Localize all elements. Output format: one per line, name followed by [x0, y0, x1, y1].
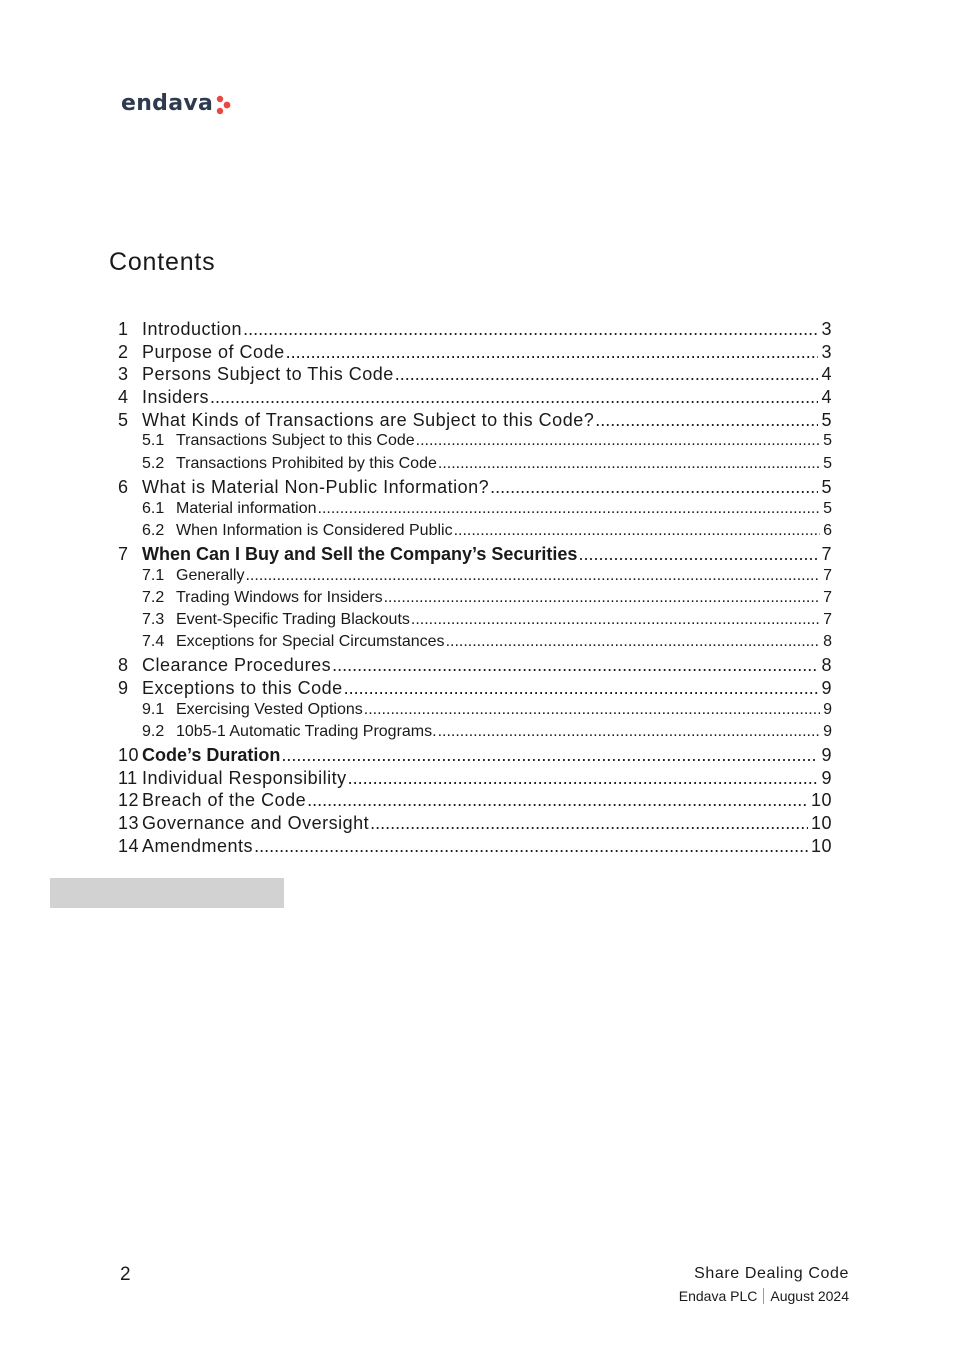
toc-entry-title: Exceptions for Special Circumstances — [176, 633, 445, 651]
toc-entry-title: 10b5-1 Automatic Trading Programs. — [176, 722, 437, 740]
toc-dot-leader — [395, 364, 819, 385]
toc-dot-leader — [344, 678, 819, 699]
table-of-contents — [118, 319, 832, 859]
toc-entry[interactable] — [118, 387, 832, 410]
toc-entry-number: 7.4 — [142, 633, 165, 651]
toc-entry[interactable] — [118, 768, 832, 791]
toc-entry-title: What Kinds of Transactions are Subject to this Code? — [142, 409, 595, 430]
toc-entry-page: 9 — [823, 722, 832, 740]
toc-entry[interactable] — [118, 701, 832, 723]
toc-entry-number: 13 — [118, 813, 140, 834]
toc-entry-page: 5 — [823, 499, 832, 517]
toc-dot-leader — [411, 611, 820, 629]
toc-entry-title: Introduction — [142, 319, 243, 339]
toc-entry-number: 3 — [118, 364, 129, 385]
toc-entry[interactable] — [118, 364, 832, 387]
toc-entry-title: Material information — [176, 499, 317, 517]
toc-entry-page: 7 — [823, 566, 832, 584]
toc-entry[interactable] — [118, 500, 832, 522]
toc-entry[interactable] — [118, 790, 832, 813]
toc-entry-title: Insiders — [142, 387, 210, 408]
toc-dot-leader — [490, 477, 818, 498]
toc-entry-page: 7 — [823, 588, 832, 606]
toc-entry-title: Transactions Prohibited by this Code — [176, 454, 437, 472]
toc-entry[interactable] — [118, 611, 832, 633]
footer-date: August 2024 — [770, 1288, 849, 1304]
toc-entry-number: 6.2 — [142, 521, 165, 539]
toc-entry-title: Governance and Oversight — [142, 813, 370, 834]
toc-entry[interactable] — [118, 745, 832, 768]
toc-dot-leader — [286, 342, 819, 363]
toc-entry-page: 5 — [823, 432, 832, 450]
toc-entry-page: 5 — [823, 454, 832, 472]
toc-dot-leader — [245, 567, 820, 585]
toc-entry-title: Code’s Duration — [142, 745, 281, 766]
toc-entry-page: 9 — [821, 745, 832, 766]
toc-entry-title: Exercising Vested Options — [176, 700, 363, 718]
toc-entry-title: When Can I Buy and Sell the Company’s Securities — [142, 543, 578, 564]
toc-entry[interactable] — [118, 589, 832, 611]
toc-dot-leader — [454, 522, 821, 540]
toc-entry-number: 5.2 — [142, 454, 165, 472]
toc-entry[interactable] — [118, 522, 832, 544]
toc-entry-number: 4 — [118, 387, 129, 408]
page-footer — [679, 1264, 849, 1307]
toc-entry-page: 4 — [821, 364, 832, 385]
toc-entry-number: 7.1 — [142, 566, 165, 584]
toc-entry-page: 3 — [821, 319, 832, 339]
toc-entry-title: Breach of the Code — [142, 790, 307, 811]
toc-entry-number: 6 — [118, 476, 129, 497]
toc-entry-number: 7 — [118, 543, 129, 564]
toc-entry-number: 1 — [118, 319, 129, 339]
toc-entry-title: Generally — [176, 566, 245, 584]
toc-entry-page: 3 — [821, 341, 832, 362]
toc-entry-number: 7.2 — [142, 588, 165, 606]
toc-dot-leader — [210, 387, 818, 408]
toc-dot-leader — [364, 701, 820, 719]
toc-entry[interactable] — [118, 813, 832, 836]
toc-entry[interactable] — [118, 342, 832, 365]
toc-dot-leader — [438, 723, 821, 741]
toc-entry-page: 10 — [810, 835, 832, 856]
toc-entry[interactable] — [118, 319, 832, 342]
toc-entry-number: 12 — [118, 790, 140, 811]
toc-entry-number: 10 — [118, 745, 140, 766]
toc-dot-leader — [595, 410, 818, 431]
logo-wordmark: endava — [121, 91, 214, 116]
toc-entry-number: 14 — [118, 835, 140, 856]
toc-dot-leader — [384, 589, 821, 607]
toc-entry-number: 11 — [118, 767, 138, 788]
contents-heading: Contents — [109, 248, 216, 276]
toc-entry[interactable] — [118, 544, 832, 567]
toc-entry-title: Clearance Procedures — [142, 655, 332, 676]
toc-dot-leader — [332, 655, 818, 676]
toc-entry-page: 6 — [823, 521, 832, 539]
toc-entry[interactable] — [118, 410, 832, 433]
toc-entry[interactable] — [118, 477, 832, 500]
toc-entry-title: Exceptions to this Code — [142, 678, 343, 698]
toc-dot-leader — [348, 768, 819, 789]
footer-separator — [763, 1288, 764, 1304]
toc-entry-page: 10 — [810, 813, 832, 834]
toc-dot-leader — [318, 500, 821, 518]
toc-entry[interactable] — [118, 836, 832, 859]
endava-logo — [121, 90, 233, 118]
toc-entry-page: 5 — [821, 409, 832, 430]
toc-entry-page: 4 — [821, 387, 832, 408]
toc-entry-page: 7 — [823, 610, 832, 628]
toc-entry-page: 9 — [823, 700, 832, 718]
toc-entry-title: Purpose of Code — [142, 341, 285, 362]
toc-entry-number: 9.2 — [142, 722, 165, 740]
toc-entry-title: What is Material Non-Public Information? — [142, 476, 490, 497]
toc-entry-title: Persons Subject to This Code — [142, 364, 394, 385]
toc-dot-leader — [370, 813, 808, 834]
toc-entry-title: Event-Specific Trading Blackouts — [176, 610, 410, 628]
toc-dot-leader — [416, 432, 820, 450]
toc-entry-number: 6.1 — [142, 499, 165, 517]
toc-entry-number: 5.1 — [142, 432, 165, 450]
toc-entry-page: 7 — [821, 543, 832, 564]
toc-entry-page: 10 — [810, 790, 832, 811]
toc-entry[interactable] — [118, 567, 832, 589]
toc-entry[interactable] — [118, 633, 832, 655]
toc-dot-leader — [307, 790, 808, 811]
toc-entry-page: 9 — [821, 678, 832, 698]
toc-dot-leader — [438, 455, 820, 473]
toc-entry-page: 9 — [821, 767, 832, 788]
toc-entry-number: 7.3 — [142, 610, 165, 628]
toc-entry[interactable] — [118, 723, 832, 745]
toc-entry-number: 9 — [118, 678, 129, 698]
endava-mark-icon — [215, 95, 233, 115]
toc-entry[interactable] — [118, 432, 832, 454]
toc-dot-leader — [243, 319, 818, 340]
redaction-bar — [50, 878, 284, 908]
page-number: 2 — [120, 1264, 131, 1285]
toc-entry-number: 8 — [118, 655, 129, 676]
toc-entry[interactable] — [118, 678, 832, 701]
toc-entry-title: When Information is Considered Public — [176, 521, 453, 539]
toc-entry-number: 2 — [118, 341, 129, 362]
toc-entry-title: Transactions Subject to this Code — [176, 432, 415, 450]
toc-entry-title: Individual Responsibility — [142, 767, 347, 788]
toc-dot-leader — [254, 836, 808, 857]
toc-entry-page: 8 — [821, 655, 832, 676]
toc-entry-title: Trading Windows for Insiders — [176, 588, 383, 606]
footer-document-title: Share Dealing Code — [694, 1265, 849, 1282]
toc-dot-leader — [578, 544, 818, 565]
toc-entry-page: 8 — [823, 633, 832, 651]
toc-dot-leader — [281, 745, 818, 766]
toc-dot-leader — [446, 633, 821, 651]
toc-entry-number: 9.1 — [142, 700, 165, 718]
footer-company-date — [679, 1285, 849, 1307]
toc-entry[interactable] — [118, 455, 832, 477]
footer-company: Endava PLC — [678, 1288, 758, 1304]
toc-entry-title: Amendments — [142, 835, 254, 856]
toc-entry[interactable] — [118, 655, 832, 678]
toc-entry-page: 5 — [821, 476, 832, 497]
toc-entry-number: 5 — [118, 409, 129, 430]
